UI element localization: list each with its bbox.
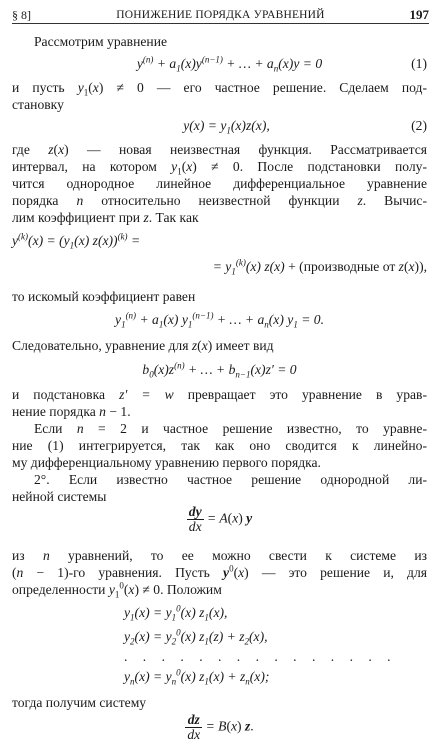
equation-3-line-1: $y^{(k)}(x) = (y_1(x) z(x))^{(k)}$ =: [12, 231, 141, 251]
paragraph-2-line-1: и пусть $y_1(x) \ne 0$ — его частное решение. Сделаем под-: [12, 80, 427, 98]
paragraph-7-line-1: Если n = 2 и частное решение известно, то уравне-: [34, 421, 427, 436]
paragraph-9-line-2: (n − 1)-го уравнения. Пусть $y^0(x)$ — это решение и, для: [12, 563, 427, 580]
equation-3-line-2: = $y_1^{(k)}(x) z(x)$ + (производные от z(x)),: [212, 257, 427, 277]
equation-4: $y_1^{(n)} + a_1(x) y_1^{(n-1)}$ + … + $a_n(x) y_1 = 0$.: [115, 310, 324, 330]
equation-system: $\frac{dy}{dx}$ = A(x) y: [188, 504, 253, 534]
paragraph-4: то искомый коэффициент равен: [12, 289, 196, 304]
paragraph-2-line-2: становку: [12, 97, 64, 112]
equation-2: $y(x) = y_1(x)z(x)$, (2): [183, 118, 427, 136]
substitution-line-1: $y_1(x) = y_1^0(x)$ $z_1(x)$,: [124, 603, 228, 623]
paragraph-3-line-4: порядка n относительно неизвестной функции z. Вычис-: [12, 193, 427, 208]
paragraph-10: тогда получим систему: [12, 695, 147, 710]
paragraph-7-line-2: ние (1) интегрируется, так как оно сводится к линейно-: [12, 438, 427, 453]
paragraph-3-line-1: где z(x) — новая неизвестная функция. Рассматривается: [12, 142, 427, 157]
paragraph-8-line-2: нейной системы: [12, 489, 107, 504]
chapter-title: ПОНИЖЕНИЕ ПОРЯДКА УРАВНЕНИЙ: [116, 9, 325, 21]
section-number: § 8]: [12, 8, 31, 22]
paragraph-3-line-2: интервал, на котором $y_1(x) \ne 0$. После подстановки полу-: [12, 159, 427, 177]
paragraph-intro: Рассмотрим уравнение: [34, 34, 167, 49]
equation-1-number: (1): [411, 56, 427, 71]
paragraph-3-line-3: чится однородное линейное дифференциальное уравнение: [12, 176, 427, 191]
equation-1: $y^{(n)} + a_1(x)y^{(n-1)}$ + … + $a_n(x)y = 0$ (1): [136, 54, 427, 74]
substitution-ellipsis: . . . . . . . . . . . . . . .: [124, 649, 397, 664]
paragraph-9-line-3: определенности $y_1^0(x) \ne 0$. Положим: [12, 580, 222, 600]
running-header: [12, 7, 429, 23]
header-rule: [12, 23, 429, 24]
equation-5: $b_0(x)z^{(n)}$ + … + $b_{n-1}(x)z' = 0$: [142, 360, 297, 380]
paragraph-6-line-2: нение порядка n − 1.: [12, 404, 131, 419]
page-number: 197: [409, 7, 429, 22]
paragraph-6-line-1: и подстановка z′ = w превращает это уравнение в урав-: [12, 387, 428, 402]
paragraph-8-line-1: 2°. Если известно частное решение однородной ли-: [34, 472, 427, 487]
substitution-line-n: $y_n(x) = y_n^0(x) z_1(x) + z_n(x)$;: [124, 667, 270, 687]
paragraph-7-line-3: му дифференциальному уравнению первого порядка.: [12, 455, 321, 470]
equation-2-number: (2): [411, 118, 427, 133]
paragraph-3-line-5: лим коэффициент при z. Так как: [12, 210, 199, 225]
substitution-line-2: $y_2(x) = y_2^0(x) z_1(z) + z_2(x)$,: [124, 627, 268, 647]
paragraph-5: Следовательно, уравнение для z(x) имеет вид: [12, 338, 274, 353]
paragraph-9-line-1: из n уравнений, то ее можно свести к системе из: [12, 548, 427, 563]
equation-z-system: $\frac{dz}{dx}$ = B(x) z.: [187, 712, 254, 742]
